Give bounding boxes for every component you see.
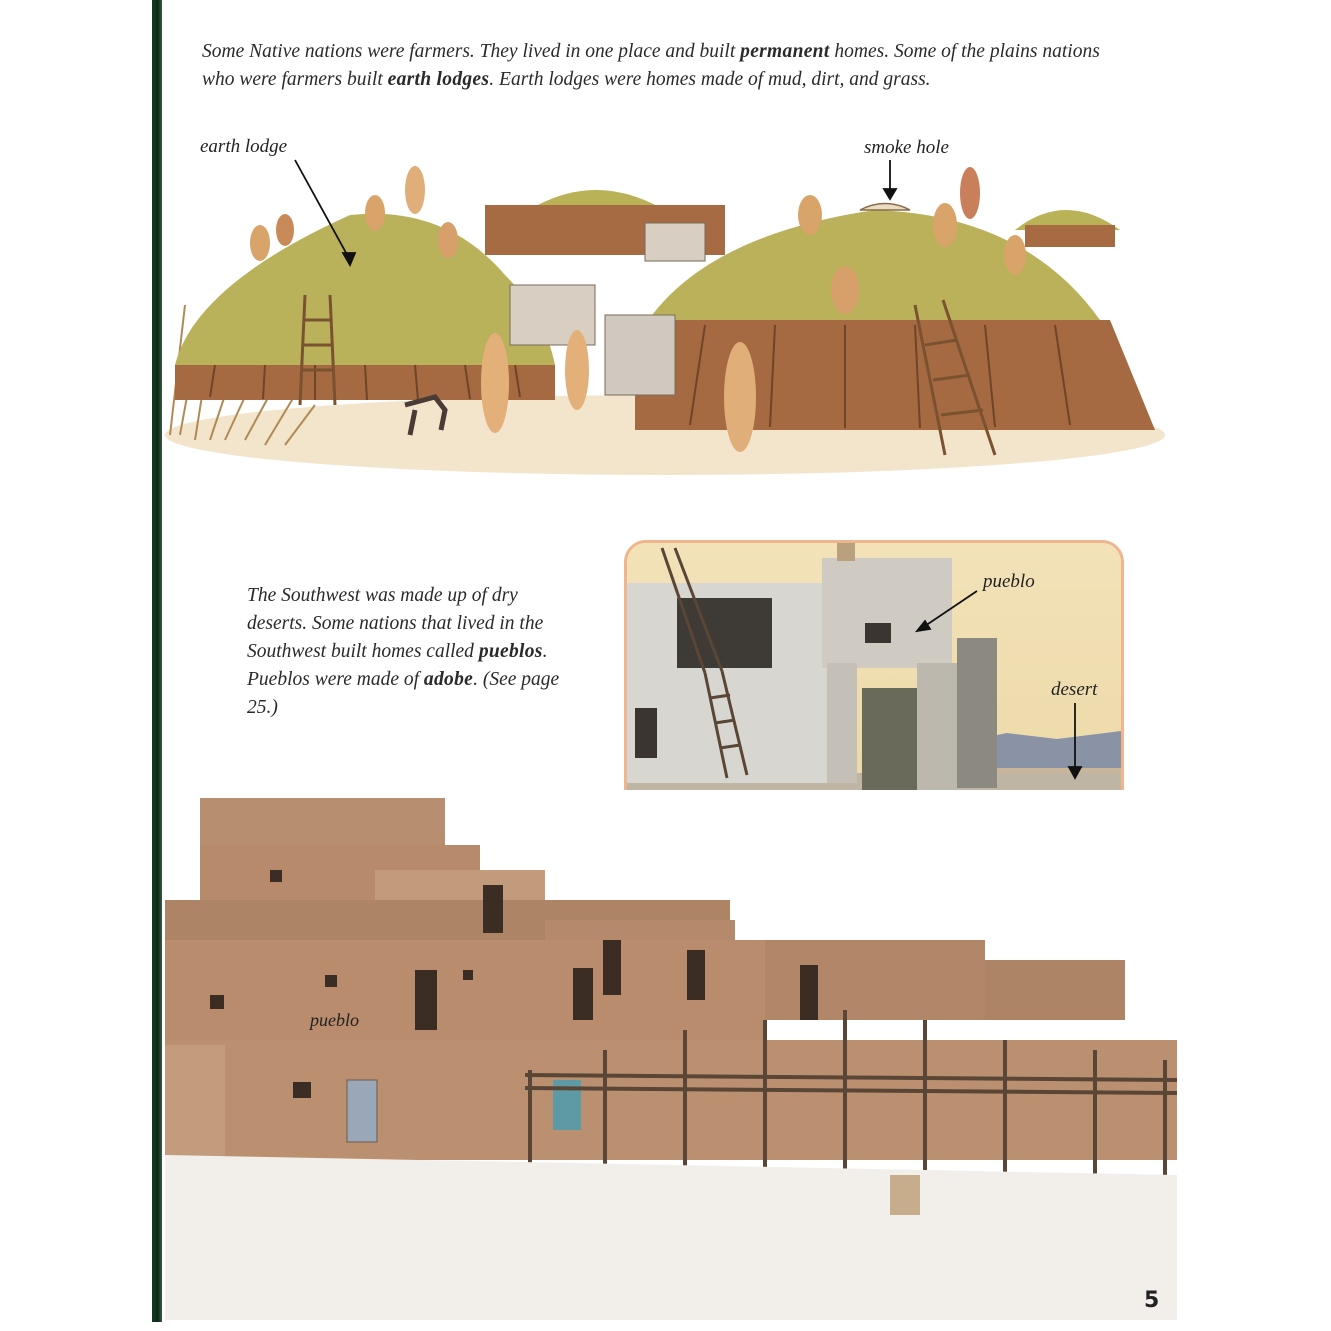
term-adobe: adobe bbox=[423, 669, 474, 690]
southwest-paragraph: The Southwest was made up of dry deserts. Some nations that lived in the Southwest built homes called pueblos. Pueblos were made of adobe. (See page 25.) bbox=[247, 585, 560, 718]
intro-paragraph: Some Native nations were farmers. They lived in one place and built permanent homes. Some of the plains nations who were farmers built earth lodges. Earth lodges were homes made of mud, dirt, and grass. bbox=[202, 41, 1100, 90]
pueblo-photo-drawing bbox=[165, 790, 1177, 1320]
earth-lodge-illustration bbox=[165, 135, 1165, 495]
term-earth-lodges: earth lodges bbox=[387, 69, 490, 90]
term-pueblos: pueblos bbox=[478, 641, 543, 662]
label-earth-lodge: earth lodge bbox=[200, 136, 288, 157]
page-number: 5 bbox=[1144, 1288, 1160, 1313]
term-permanent: permanent bbox=[740, 41, 830, 62]
label-desert: desert bbox=[1051, 679, 1098, 700]
label-pueblo-photo: pueblo bbox=[310, 1010, 359, 1030]
label-smoke-hole: smoke hole bbox=[864, 137, 949, 158]
page-spine bbox=[152, 0, 162, 1322]
pueblo-photograph bbox=[165, 790, 1177, 1320]
label-pueblo-inset: pueblo bbox=[983, 571, 1035, 592]
